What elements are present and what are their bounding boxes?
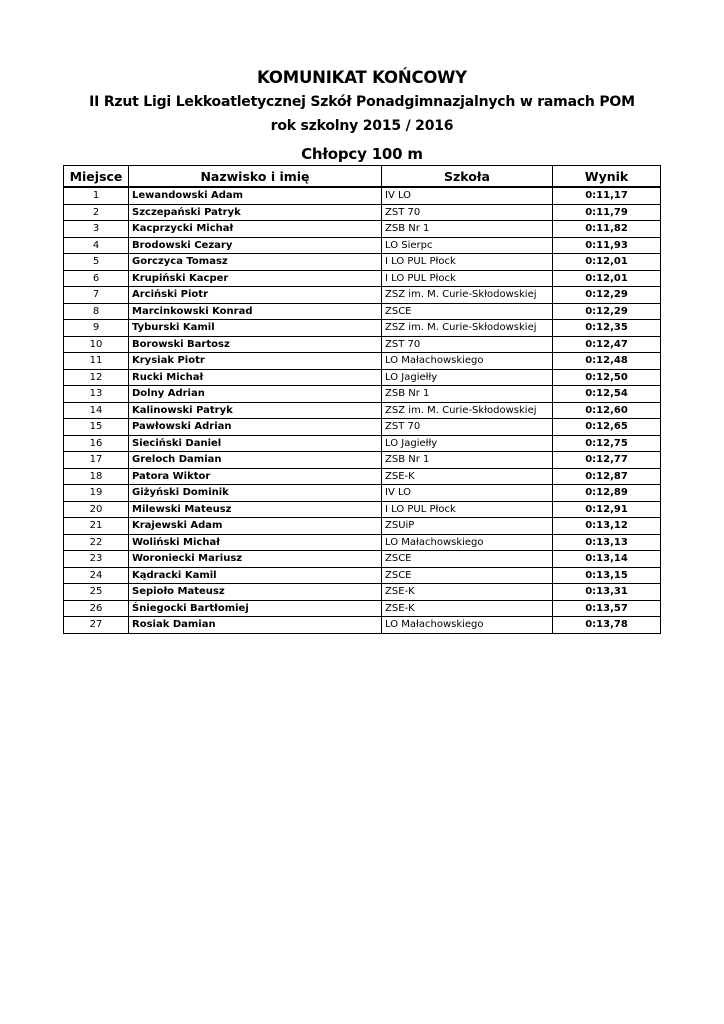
result-cell: 0:12,01 xyxy=(553,270,661,287)
place-cell: 26 xyxy=(64,600,129,617)
school-cell: IV LO xyxy=(382,187,553,204)
athlete-name-cell: Śniegocki Bartłomiej xyxy=(129,600,382,617)
table-row xyxy=(64,336,661,353)
school-cell: LO Jagiełły xyxy=(382,369,553,386)
athlete-name-cell: Kądracki Kamil xyxy=(129,567,382,584)
table-row xyxy=(64,534,661,551)
school-cell: LO Małachowskiego xyxy=(382,617,553,634)
school-cell: I LO PUL Płock xyxy=(382,270,553,287)
athlete-name-cell: Kalinowski Patryk xyxy=(129,402,382,419)
results-table xyxy=(63,165,661,634)
result-cell: 0:12,29 xyxy=(553,303,661,320)
athlete-name-cell: Rosiak Damian xyxy=(129,617,382,634)
school-cell: ZST 70 xyxy=(382,204,553,221)
place-cell: 27 xyxy=(64,617,129,634)
school-cell: ZSCE xyxy=(382,551,553,568)
result-cell: 0:11,79 xyxy=(553,204,661,221)
result-cell: 0:12,54 xyxy=(553,386,661,403)
place-cell: 13 xyxy=(64,386,129,403)
place-cell: 6 xyxy=(64,270,129,287)
athlete-name-cell: Lewandowski Adam xyxy=(129,187,382,204)
result-cell: 0:12,75 xyxy=(553,435,661,452)
table-row xyxy=(64,551,661,568)
athlete-name-cell: Woliński Michał xyxy=(129,534,382,551)
result-cell: 0:12,29 xyxy=(553,287,661,304)
place-cell: 17 xyxy=(64,452,129,469)
column-header-school: Szkoła xyxy=(382,166,553,188)
table-row xyxy=(64,485,661,502)
school-cell: ZSZ im. M. Curie-Skłodowskiej xyxy=(382,287,553,304)
place-cell: 7 xyxy=(64,287,129,304)
table-header xyxy=(64,166,661,188)
page-title: KOMUNIKAT KOŃCOWY xyxy=(257,68,467,87)
result-cell: 0:12,89 xyxy=(553,485,661,502)
result-cell: 0:13,31 xyxy=(553,584,661,601)
table-row xyxy=(64,303,661,320)
table-row xyxy=(64,204,661,221)
school-cell: ZSZ im. M. Curie-Skłodowskiej xyxy=(382,402,553,419)
place-cell: 3 xyxy=(64,221,129,238)
table-row xyxy=(64,435,661,452)
school-cell: ZSB Nr 1 xyxy=(382,452,553,469)
table-row xyxy=(64,386,661,403)
result-cell: 0:11,82 xyxy=(553,221,661,238)
athlete-name-cell: Brodowski Cezary xyxy=(129,237,382,254)
column-header-result: Wynik xyxy=(553,166,661,188)
school-cell: LO Jagiełły xyxy=(382,435,553,452)
table-row xyxy=(64,237,661,254)
table-row xyxy=(64,287,661,304)
column-header-place: Miejsce xyxy=(64,166,129,188)
place-cell: 14 xyxy=(64,402,129,419)
athlete-name-cell: Arciński Piotr xyxy=(129,287,382,304)
athlete-name-cell: Greloch Damian xyxy=(129,452,382,469)
athlete-name-cell: Borowski Bartosz xyxy=(129,336,382,353)
athlete-name-cell: Giżyński Dominik xyxy=(129,485,382,502)
place-cell: 15 xyxy=(64,419,129,436)
athlete-name-cell: Woroniecki Mariusz xyxy=(129,551,382,568)
place-cell: 22 xyxy=(64,534,129,551)
athlete-name-cell: Kacprzycki Michał xyxy=(129,221,382,238)
result-cell: 0:12,35 xyxy=(553,320,661,337)
place-cell: 4 xyxy=(64,237,129,254)
place-cell: 25 xyxy=(64,584,129,601)
school-cell: ZSCE xyxy=(382,567,553,584)
header xyxy=(0,66,724,138)
result-cell: 0:13,13 xyxy=(553,534,661,551)
table-row xyxy=(64,254,661,271)
result-cell: 0:12,77 xyxy=(553,452,661,469)
table-row xyxy=(64,402,661,419)
athlete-name-cell: Dolny Adrian xyxy=(129,386,382,403)
result-cell: 0:12,87 xyxy=(553,468,661,485)
column-header-name: Nazwisko i imię xyxy=(129,166,382,188)
result-cell: 0:11,17 xyxy=(553,187,661,204)
school-cell: I LO PUL Płock xyxy=(382,501,553,518)
place-cell: 5 xyxy=(64,254,129,271)
school-cell: ZSE-K xyxy=(382,600,553,617)
place-cell: 24 xyxy=(64,567,129,584)
school-cell: ZSB Nr 1 xyxy=(382,386,553,403)
place-cell: 19 xyxy=(64,485,129,502)
table-row xyxy=(64,468,661,485)
athlete-name-cell: Krupiński Kacper xyxy=(129,270,382,287)
athlete-name-cell: Sepioło Mateusz xyxy=(129,584,382,601)
table-row xyxy=(64,369,661,386)
place-cell: 20 xyxy=(64,501,129,518)
athlete-name-cell: Pawłowski Adrian xyxy=(129,419,382,436)
result-cell: 0:12,48 xyxy=(553,353,661,370)
result-cell: 0:13,57 xyxy=(553,600,661,617)
event-title: Chłopcy 100 m xyxy=(301,145,423,163)
result-cell: 0:13,78 xyxy=(553,617,661,634)
school-cell: ZSUiP xyxy=(382,518,553,535)
place-cell: 1 xyxy=(64,187,129,204)
result-cell: 0:12,91 xyxy=(553,501,661,518)
table-row xyxy=(64,419,661,436)
athlete-name-cell: Sieciński Daniel xyxy=(129,435,382,452)
table-row xyxy=(64,518,661,535)
result-cell: 0:13,14 xyxy=(553,551,661,568)
table-row xyxy=(64,221,661,238)
athlete-name-cell: Patora Wiktor xyxy=(129,468,382,485)
table-row xyxy=(64,600,661,617)
table-body xyxy=(64,187,661,633)
place-cell: 23 xyxy=(64,551,129,568)
school-cell: ZST 70 xyxy=(382,336,553,353)
athlete-name-cell: Gorczyca Tomasz xyxy=(129,254,382,271)
school-year: rok szkolny 2015 / 2016 xyxy=(270,118,454,134)
school-cell: ZSE-K xyxy=(382,468,553,485)
school-cell: ZSE-K xyxy=(382,584,553,601)
table-row xyxy=(64,584,661,601)
result-cell: 0:12,50 xyxy=(553,369,661,386)
athlete-name-cell: Szczepański Patryk xyxy=(129,204,382,221)
place-cell: 16 xyxy=(64,435,129,452)
place-cell: 8 xyxy=(64,303,129,320)
result-cell: 0:13,12 xyxy=(553,518,661,535)
table-row xyxy=(64,567,661,584)
result-cell: 0:11,93 xyxy=(553,237,661,254)
athlete-name-cell: Tyburski Kamil xyxy=(129,320,382,337)
athlete-name-cell: Milewski Mateusz xyxy=(129,501,382,518)
place-cell: 18 xyxy=(64,468,129,485)
result-cell: 0:12,60 xyxy=(553,402,661,419)
place-cell: 2 xyxy=(64,204,129,221)
place-cell: 12 xyxy=(64,369,129,386)
athlete-name-cell: Krysiak Piotr xyxy=(129,353,382,370)
place-cell: 10 xyxy=(64,336,129,353)
result-cell: 0:12,47 xyxy=(553,336,661,353)
school-cell: ZSB Nr 1 xyxy=(382,221,553,238)
place-cell: 9 xyxy=(64,320,129,337)
school-cell: ZST 70 xyxy=(382,419,553,436)
school-cell: I LO PUL Płock xyxy=(382,254,553,271)
place-cell: 21 xyxy=(64,518,129,535)
table-row xyxy=(64,187,661,204)
athlete-name-cell: Rucki Michał xyxy=(129,369,382,386)
school-cell: ZSCE xyxy=(382,303,553,320)
athlete-name-cell: Marcinkowski Konrad xyxy=(129,303,382,320)
place-cell: 11 xyxy=(64,353,129,370)
school-cell: ZSZ im. M. Curie-Skłodowskiej xyxy=(382,320,553,337)
result-cell: 0:12,65 xyxy=(553,419,661,436)
table-row xyxy=(64,320,661,337)
school-cell: LO Sierpc xyxy=(382,237,553,254)
athlete-name-cell: Krajewski Adam xyxy=(129,518,382,535)
table-row xyxy=(64,501,661,518)
table-row xyxy=(64,270,661,287)
result-cell: 0:13,15 xyxy=(553,567,661,584)
school-cell: IV LO xyxy=(382,485,553,502)
school-cell: LO Małachowskiego xyxy=(382,353,553,370)
table-row xyxy=(64,353,661,370)
table-row xyxy=(64,617,661,634)
competition-name: II Rzut Ligi Lekkoatletycznej Szkół Ponadgimnazjalnych w ramach POM xyxy=(89,94,635,110)
table-row xyxy=(64,452,661,469)
school-cell: LO Małachowskiego xyxy=(382,534,553,551)
result-cell: 0:12,01 xyxy=(553,254,661,271)
